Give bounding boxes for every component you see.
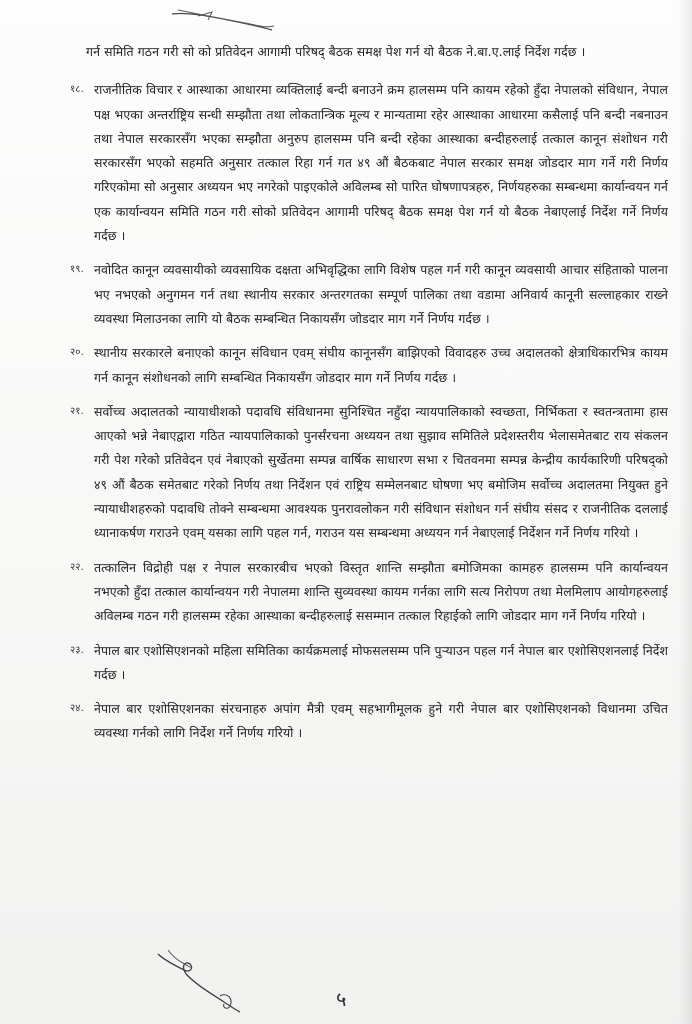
- document-body: [72, 40, 668, 756]
- item-21: [72, 400, 668, 546]
- item-number: २०.: [70, 347, 84, 359]
- intro-text: गर्न समिति गठन गरी सो को प्रतिवेदन आगामी परिषद् बैठक समक्ष पेश गर्न यो बैठक ने.बा.ए.लाई निर्देश गर्दछ ।: [86, 44, 586, 59]
- item-19: [72, 258, 668, 331]
- item-number: २१.: [70, 405, 84, 417]
- item-number: २४.: [70, 703, 84, 715]
- item-text: नवोदित कानून व्यवसायीको व्यवसायिक दक्षता अभिवृद्धिका लागि विशेष पहल गर्न गरी कानून व्यवसायी आचार संहिताको पालना भए नभएको अनुगमन गर्न तथा स्थानीय सरकार अन्तरगतका सम्पूर्ण पालिका तथा वडामा अनिवार्य कानूनी सल्लाहकार राख्ने व्यवस्था मिलाउनका लागि यो बैठक सम्बन्धित निकायसँग जोडदार माग गर्ने निर्णय गर्दछ ।: [94, 262, 668, 326]
- item-text: सर्वोच्च अदालतको न्यायाधीशको पदावधि संविधानमा सुनिश्चित नहुँदा न्यायपालिकाको स्वच्छता, निर्भिकता र स्वतन्त्रतामा हास आएको भन्ने नेबाएद्वारा गठित न्यायपालिकाको पुनर्संरचना अध्ययन तथा सुझाव समितिले प्रदेशस्तरीय भेलासमेतबाट राय संकलन गरी पेश गरेको प्रतिवेदन एवं नेबाएको सुर्खेतमा सम्पन्न वार्षिक साधारण सभा र चितवनमा सम्पन्न केन्द्रीय कार्यकारिणी परिषद्को ४९ औं बैठक समेतबाट गरेको निर्णय तथा निर्देशन एवं राष्ट्रिय सम्मेलनबाट घोषणा भए बमोजिम सर्वोच्च अदालतमा नियुक्त हुने न्यायाधीशहरुको पदावधि तोक्ने सम्बन्धमा आवश्यक पुनरावलोकन गरी संविधान संशोधन गर्न संघीय संसद र राजनीतिक दललाई ध्यानाकर्षण गराउने एवम् यसका लागि पहल गर्न, गराउन यस सम्बन्धमा अध्ययन गर्न नेबाएलाई निर्देशन गर्ने निर्णय गरियो ।: [94, 403, 668, 541]
- item-text: नेपाल बार एशोसिएशनका संरचनाहरु अपांग मैत्री एवम् सहभागीमूलक हुने गरी नेपाल बार एशोसिएशनको विधानमा उचित व्यवस्था गर्नको लागि निर्देश गर्ने निर्णय गरियो ।: [94, 701, 668, 741]
- item-number: १८.: [70, 84, 84, 96]
- page-edge-shadow: [678, 0, 692, 1024]
- item-number: १९.: [70, 264, 84, 276]
- signature-bottom: [150, 946, 250, 1016]
- item-23: [72, 639, 668, 688]
- item-18: [72, 78, 668, 248]
- item-text: नेपाल बार एशोसिएशनको महिला समितिका कार्यक्रमलाई मोफसलसम्म पनि पुर्‍याउन पहल गर्न नेपाल बार एशोसिएशनलाई निर्देश गर्दछ ।: [94, 642, 668, 682]
- item-22: [72, 556, 668, 629]
- signature-top: [168, 6, 278, 36]
- item-24: [72, 697, 668, 746]
- item-text: तत्कालिन विद्रोही पक्ष र नेपाल सरकारबीच भएको विस्तृत शान्ति सम्झौता बमोजिमका कामहरु हालसम्म पनि कार्यान्वयन नभएकोे हुँदा तत्काल कार्यान्वयन गरी नेपालमा शान्ति सुव्यवस्था कायम गर्नका लागि सत्य निरोपण तथा मेलमिलाप आयोगहरुलाई अविलम्ब गठन गरी हालसम्म रहेका आस्थाका बन्दीहरुलाई ससम्मान तत्काल रिहाईको लागि जोडदार माग गर्ने निर्णय गरियो ।: [94, 559, 668, 624]
- item-text: राजनीतिक विचार र आस्थाका आधारमा व्यक्तिलाई बन्दी बनाउने क्रम हालसम्म पनि कायम रहेको हुँदा नेपालको संविधान, नेपाल पक्ष भएका अन्तर्राष्ट्रिय सन्धी सम्झौता तथा लोकतान्त्रिक मूल्य र मान्यतामा रहेर आस्थाका आधारमा कसैलाई पनि बन्दी नबनाउन तथा नेपाल सरकारसँग भएका सम्झौता अनुरुप हालसम्म पनि बन्दी रहेका आस्थाका बन्दीहरुलाई तत्काल कानून संशोधन गरी सरकारसँग भएको सहमति अनुसार तत्काल रिहा गर्न गत ४९ औं बैठकबाट नेपाल सरकार समक्ष जोडदार माग गर्ने गरी निर्णय गरिएकोमा सो अनुसार अध्ययन भए नगरेको पाइएकोले अविलम्ब सो पारित घोषणापत्रहरु, निर्णयहरुका सम्बन्धमा कार्यान्वयन गर्न एक कार्यान्वयन समिति गठन गरी सोको प्रतिवेदन आगामी परिषद् बैठक समक्ष पेश गर्न यो बैठक नेबाएलाई निर्देश गर्ने निर्णय गर्दछ ।: [94, 82, 668, 244]
- page-number: ५: [336, 987, 347, 1011]
- item-20: [72, 341, 668, 390]
- item-text: स्थानीय सरकारले बनाएको कानून संविधान एवम् संघीय कानूनसँग बाझिएको विवादहरु उच्च अदालतको क्षेत्राधिकारभित्र कायम गर्न कानून संशोधनको लागि सम्बन्धित निकायसँग जोडदार माग गर्ने निर्णय गर्दछ ।: [94, 345, 668, 385]
- item-number: २२.: [70, 561, 84, 573]
- item-number: २३.: [70, 644, 84, 656]
- intro-paragraph: [72, 40, 668, 64]
